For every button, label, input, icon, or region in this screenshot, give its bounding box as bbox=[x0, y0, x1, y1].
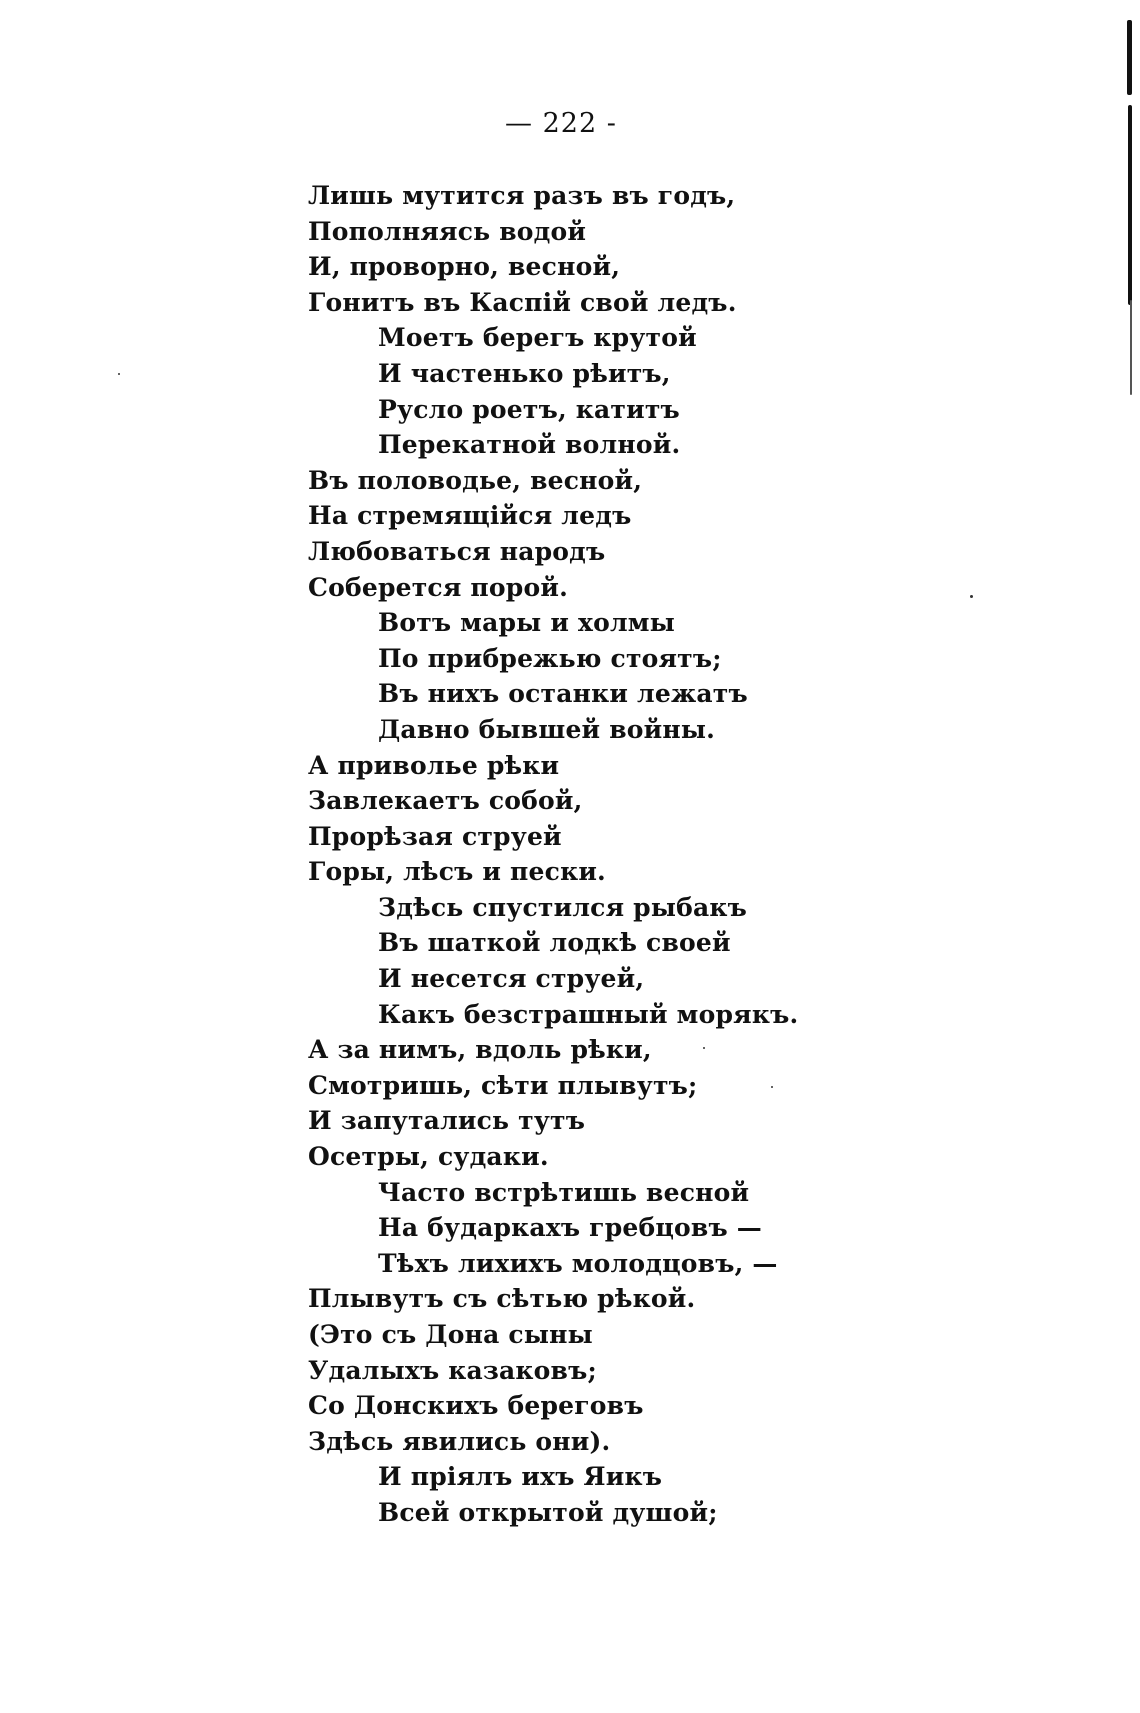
poem-line: Смотришь, сѣти плывутъ; bbox=[308, 1070, 698, 1100]
poem-line: Всей открытой душой; bbox=[378, 1497, 718, 1527]
poem-line: И запутались тутъ bbox=[308, 1106, 586, 1136]
poem-line: Тѣхъ лихихъ молодцовъ, — bbox=[378, 1248, 778, 1278]
poem-line: И, проворно, весной, bbox=[308, 252, 621, 282]
poem-line: Давно бывшей войны. bbox=[378, 714, 716, 744]
poem-line: Плывутъ съ сѣтью рѣкой. bbox=[308, 1284, 696, 1314]
poem-text bbox=[308, 178, 828, 1531]
poem-line: Пополняясь водой bbox=[308, 216, 587, 246]
scan-speck bbox=[970, 595, 973, 598]
poem-line: Перекатной волной. bbox=[378, 430, 681, 460]
poem-line: Вотъ мары и холмы bbox=[378, 608, 675, 638]
poem-line: Соберется порой. bbox=[308, 572, 568, 602]
page-number: — 222 - bbox=[505, 108, 617, 139]
poem-line: Удалыхъ казаковъ; bbox=[308, 1355, 597, 1385]
poem-line: Со Донскихъ береговъ bbox=[308, 1391, 644, 1421]
poem-line: И несется струей, bbox=[378, 964, 645, 994]
poem-line: Какъ безстрашный морякъ. bbox=[378, 999, 799, 1029]
poem-line: Завлекаетъ собой, bbox=[308, 786, 583, 816]
scan-speck bbox=[771, 1086, 773, 1088]
poem-line: Здѣсь явились они). bbox=[308, 1426, 611, 1456]
poem-line: А приволье рѣки bbox=[308, 750, 560, 780]
poem-line: И прiялъ ихъ Яикъ bbox=[378, 1462, 663, 1492]
poem-line: Моетъ берегъ крутой bbox=[378, 323, 697, 353]
poem-line: Здѣсь спустился рыбакъ bbox=[378, 892, 748, 922]
poem-line: И частенько рѣитъ, bbox=[378, 358, 671, 388]
scan-speck bbox=[118, 373, 120, 375]
poem-line: (Это съ Дона сыны bbox=[308, 1320, 593, 1349]
poem-line: Лишь мутится разъ въ годъ, bbox=[308, 181, 736, 210]
poem-line: Прорѣзая струей bbox=[308, 821, 562, 851]
poem-line: Гонитъ въ Каспiй свой ледъ. bbox=[308, 287, 737, 317]
poem-line: На стремящiйся ледъ bbox=[308, 501, 632, 531]
poem-line: Въ шаткой лодкѣ своей bbox=[378, 928, 731, 958]
poem-line: А за нимъ, вдоль рѣки, bbox=[308, 1035, 652, 1065]
poem-line: Въ половодье, весной, bbox=[308, 465, 643, 495]
poem-line: На бударкахъ гребцовъ — bbox=[378, 1213, 762, 1243]
poem-line: По прибрежью стоятъ; bbox=[378, 643, 722, 673]
poem-line: Часто встрѣтишь весной bbox=[378, 1177, 750, 1207]
scan-speck bbox=[703, 1047, 705, 1049]
poem-line: Горы, лѣсъ и пески. bbox=[308, 857, 606, 887]
scan-edge-mark bbox=[1130, 300, 1132, 395]
scan-edge-mark bbox=[1128, 105, 1132, 305]
poem-line: Осетры, судаки. bbox=[308, 1142, 549, 1172]
scan-edge-mark bbox=[1127, 20, 1132, 95]
poem-line: Русло роетъ, катитъ bbox=[378, 394, 680, 424]
poem-line: Въ нихъ останки лежатъ bbox=[378, 679, 748, 709]
poem-line: Любоваться народъ bbox=[308, 536, 606, 566]
